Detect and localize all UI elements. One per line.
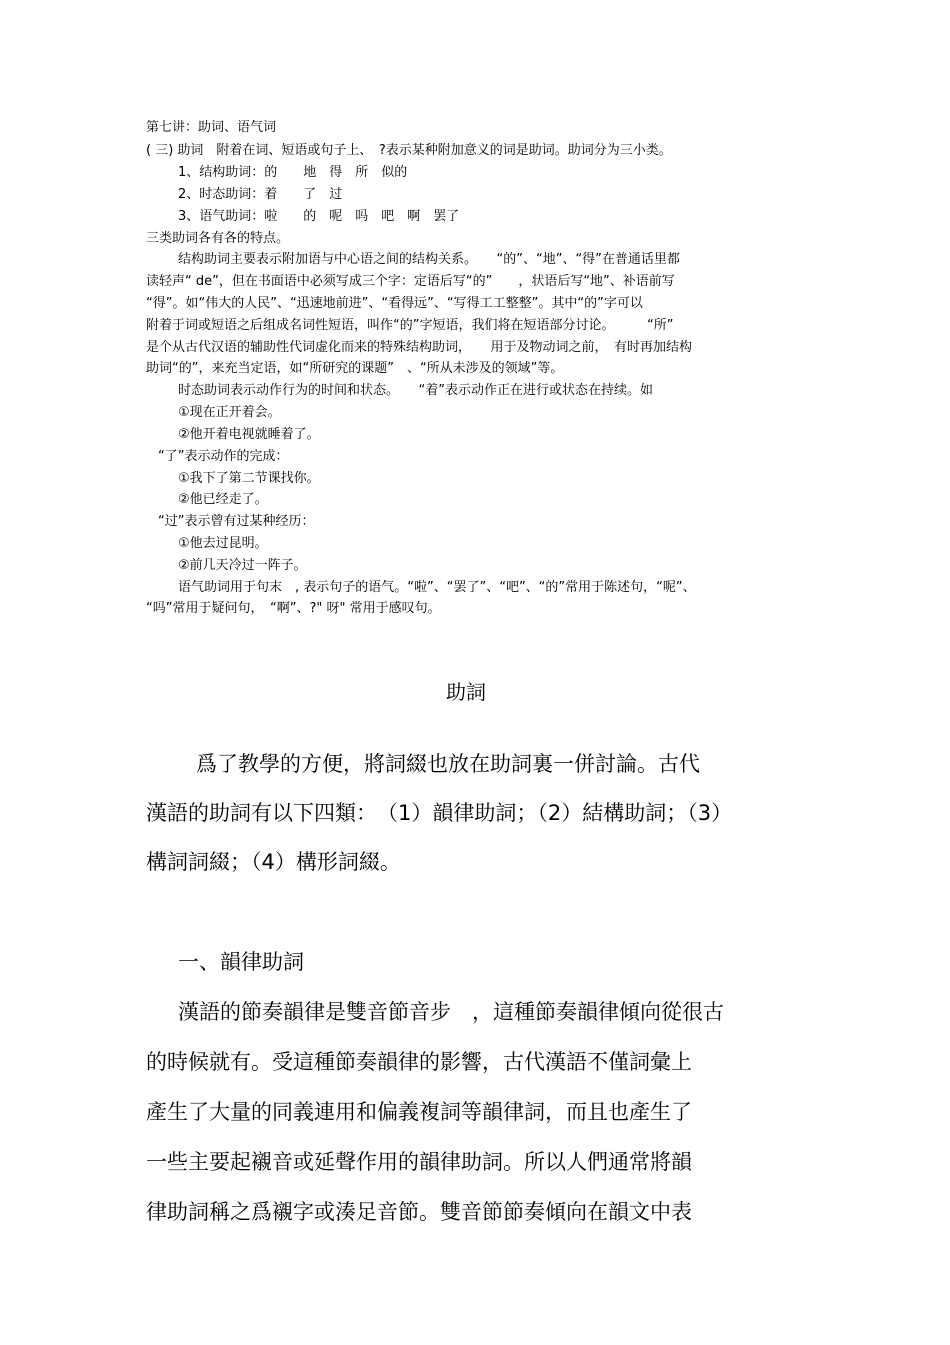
particle-definition: ( 三) 助词 附着在词、短语或句子上、 ?表示某种附加意义的词是助词。助词分为三小类。 [146, 143, 672, 158]
body-line: 漢語的節奏韻律是雙音節音步 ，這種節奏韻律傾向從很古 [178, 1000, 724, 1024]
example-sentence: ①现在正开着会。 [178, 405, 281, 420]
intro-line: 爲了教學的方便，將詞綴也放在助詞裏一併討論。古代 [196, 752, 700, 776]
aspect-paragraph: 时态助词表示动作行为的时间和状态。 “着”表示动作正在进行或状态在持续。如 [178, 383, 653, 398]
example-sentence: ②前几天冷过一阵子。 [178, 558, 307, 573]
modal-paragraph-line: “吗”常用于疑问句， “啊”、?" 呀" 常用于感叹句。 [146, 601, 441, 616]
body-line: 律助詞稱之爲襯字或湊足音節。雙音節節奏傾向在韻文中表 [146, 1200, 692, 1224]
intro-line: 構詞詞綴；（4）構形詞綴。 [146, 850, 401, 874]
summary-line: 三类助词各有各的特点。 [146, 231, 290, 246]
example-sentence: ②他已经走了。 [178, 492, 268, 507]
example-sentence: ①他去过昆明。 [178, 536, 268, 551]
modal-paragraph-line: 语气助词用于句末 , 表示句子的语气。“啦”、“罢了”、“吧”、“的”常用于陈述句，“呢”、 [178, 580, 696, 595]
body-line: 的時候就有。受這種節奏韻律的影響，古代漢語不僅詞彙上 [146, 1050, 692, 1074]
structural-paragraph-line: 助词“的”，来充当定语，如“所研究的课题” 、“所从未涉及的领域”等。 [146, 361, 564, 376]
body-line: 產生了大量的同義連用和偏義複詞等韻律詞，而且也產生了 [146, 1100, 692, 1124]
le-description: “了”表示动作的完成： [158, 449, 289, 464]
guo-description: “过”表示曾有过某种经历： [158, 514, 315, 529]
structural-paragraph-line: 附着于词或短语之后组成名词性短语，叫作“的”字短语，我们将在短语部分讨论。 “所” [146, 318, 674, 333]
structural-paragraph-line: 读轻声“ de”，但在书面语中必须写成三个字：定语后写“的” ，状语后写“地”、补语前写 [146, 274, 675, 289]
structural-paragraph-line: “得”。如“伟大的人民”、“迅速地前进”、“看得远”、“写得工工整整”。其中“的”字可以 [146, 296, 643, 311]
example-sentence: ②他开着电视就睡着了。 [178, 427, 320, 442]
category-item: 1、结构助词：的 地 得 所 似的 [178, 165, 408, 180]
lecture-heading: 第七讲：助词、语气词 [146, 120, 277, 135]
category-item: 2、时态助词：着 了 过 [178, 187, 343, 202]
structural-paragraph-line: 是个从古代汉语的辅助性代词虚化而来的特殊结构助词， 用于及物动词之前， 有时再加结构 [146, 340, 693, 355]
structural-paragraph-line: 结构助词主要表示附加语与中心语之间的结构关系。 “的”、“地”、“得”在普通话里都 [178, 252, 680, 267]
example-sentence: ①我下了第二节课找你。 [178, 471, 320, 486]
body-line: 一些主要起襯音或延聲作用的韻律助詞。所以人們通常將韻 [146, 1150, 692, 1174]
category-item: 3、语气助词：啦 的 呢 吗 吧 啊 罢了 [178, 209, 460, 224]
section-subheading: 一、韻律助詞 [178, 950, 304, 974]
intro-line: 漢語的助詞有以下四類： （1）韻律助詞；（2）結構助詞；（3） [146, 801, 733, 825]
chapter-title: 助詞 [446, 680, 486, 704]
